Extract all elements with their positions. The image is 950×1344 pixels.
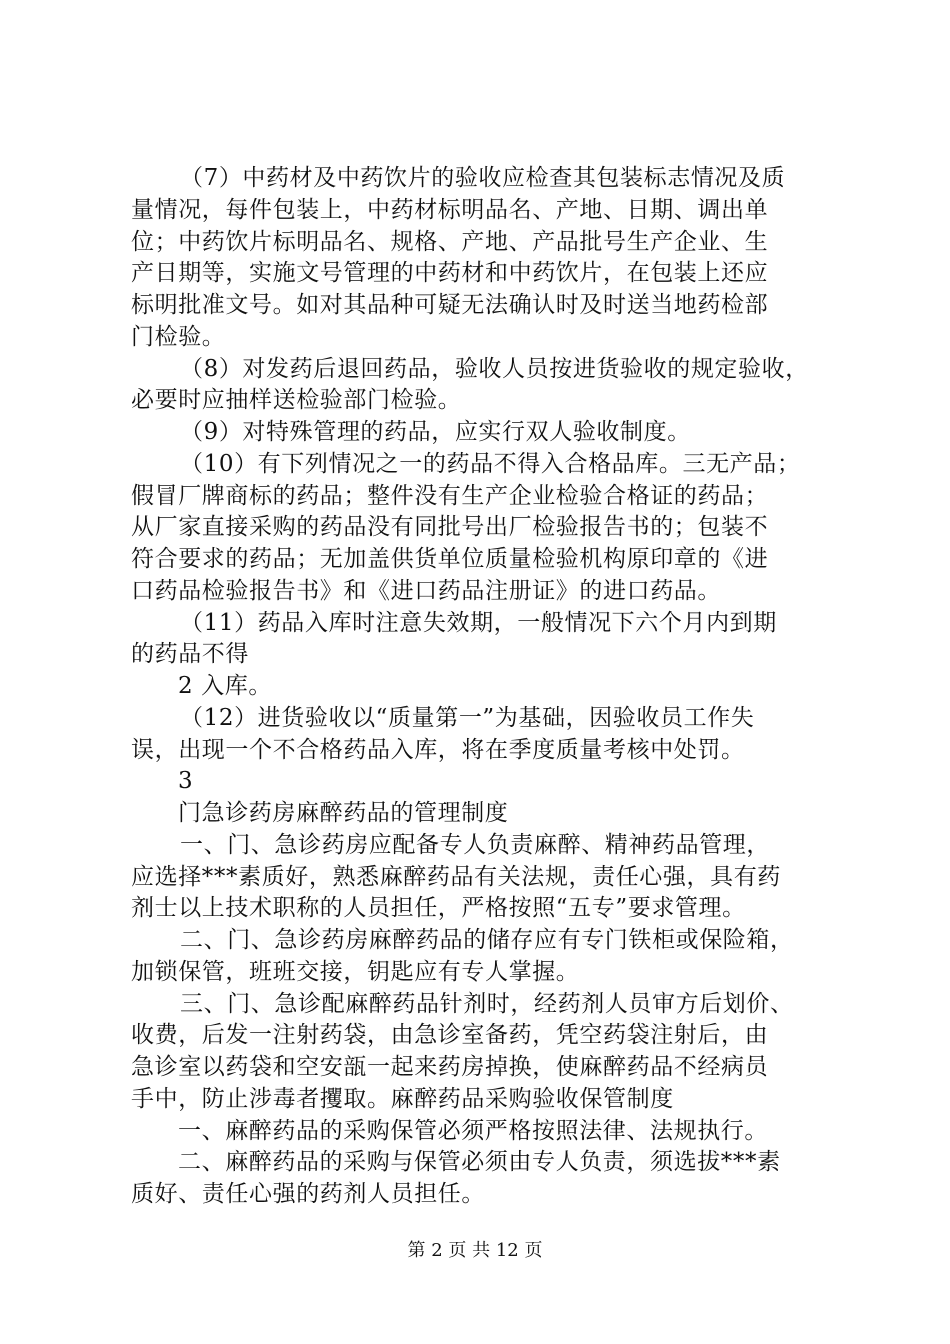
paragraph-line: 收费，后发一注射药袋，由急诊室备药，凭空药袋注射后，由	[131, 1022, 769, 1048]
paragraph-line: （12）进货验收以“质量第一”为基础，因验收员工作失	[180, 705, 755, 731]
paragraph-line: 假冒厂牌商标的药品；整件没有生产企业检验合格证的药品；	[131, 483, 769, 509]
paragraph-line: 标明批准文号。如对其品种可疑无法确认时及时送当地药检部	[131, 292, 769, 318]
paragraph-line: 二、门、急诊药房麻醉药品的储存应有专门铁柜或保险箱，	[180, 927, 794, 953]
section-heading: 门急诊药房麻醉药品的管理制度	[178, 800, 509, 826]
paragraph-line: 急诊室以药袋和空安瓿一起来药房掉换，使麻醉药品不经病员	[131, 1054, 769, 1080]
paragraph-line: 二、麻醉药品的采购与保管必须由专人负责，须选拔***素	[178, 1149, 781, 1175]
paragraph-line: 量情况，每件包装上，中药材标明品名、产地、日期、调出单	[131, 197, 769, 223]
paragraph-line: 三、门、急诊配麻醉药品针剂时，经药剂人员审方后划价、	[180, 991, 794, 1017]
paragraph-line: 2 入库。	[178, 673, 272, 699]
paragraph-line: 误，出现一个不合格药品入库，将在季度质量考核中处罚。	[131, 737, 745, 763]
paragraph-line: （11）药品入库时注意失效期，一般情况下六个月内到期	[180, 610, 777, 636]
paragraph-line: 产日期等，实施文号管理的中药材和中药饮片，在包装上还应	[131, 260, 769, 286]
paragraph-line: 手中，防止涉毒者攫取。麻醉药品采购验收保管制度	[131, 1086, 674, 1112]
paragraph-line: 必要时应抽样送检验部门检验。	[131, 387, 462, 413]
paragraph-line: 一、麻醉药品的采购保管必须严格按照法律、法规执行。	[178, 1118, 768, 1144]
paragraph-line: 从厂家直接采购的药品没有同批号出厂检验报告书的；包装不	[131, 514, 769, 540]
paragraph-line: （7）中药材及中药饮片的验收应检查其包装标志情况及质	[180, 165, 786, 191]
paragraph-line: （10）有下列情况之一的药品不得入合格品库。三无产品；	[180, 451, 801, 477]
paragraph-line: 3	[178, 768, 194, 794]
paragraph-line: 加锁保管，班班交接，钥匙应有专人掌握。	[131, 959, 580, 985]
page-footer: 第 2 页 共 12 页	[407, 1240, 543, 1261]
paragraph-line: （9）对特殊管理的药品，应实行双人验收制度。	[180, 419, 691, 445]
paragraph-line: 符合要求的药品；无加盖供货单位质量检验机构原印章的《进	[131, 546, 769, 572]
paragraph-line: 的药品不得	[131, 641, 249, 667]
paragraph-line: 质好、责任心强的药剂人员担任。	[131, 1181, 485, 1207]
paragraph-line: 门检验。	[131, 324, 226, 350]
paragraph-line: 应选择***素质好，熟悉麻醉药品有关法规，责任心强，具有药	[131, 864, 781, 890]
paragraph-line: 口药品检验报告书》和《进口药品注册证》的进口药品。	[131, 578, 721, 604]
paragraph-line: 位；中药饮片标明品名、规格、产地、产品批号生产企业、生	[131, 229, 769, 255]
paragraph-line: 一、门、急诊药房应配备专人负责麻醉、精神药品管理，	[180, 832, 770, 858]
paragraph-line: 剂士以上技术职称的人员担任，严格按照“五专”要求管理。	[131, 895, 746, 921]
paragraph-line: （8）对发药后退回药品，验收人员按进货验收的规定验收，	[180, 356, 809, 382]
